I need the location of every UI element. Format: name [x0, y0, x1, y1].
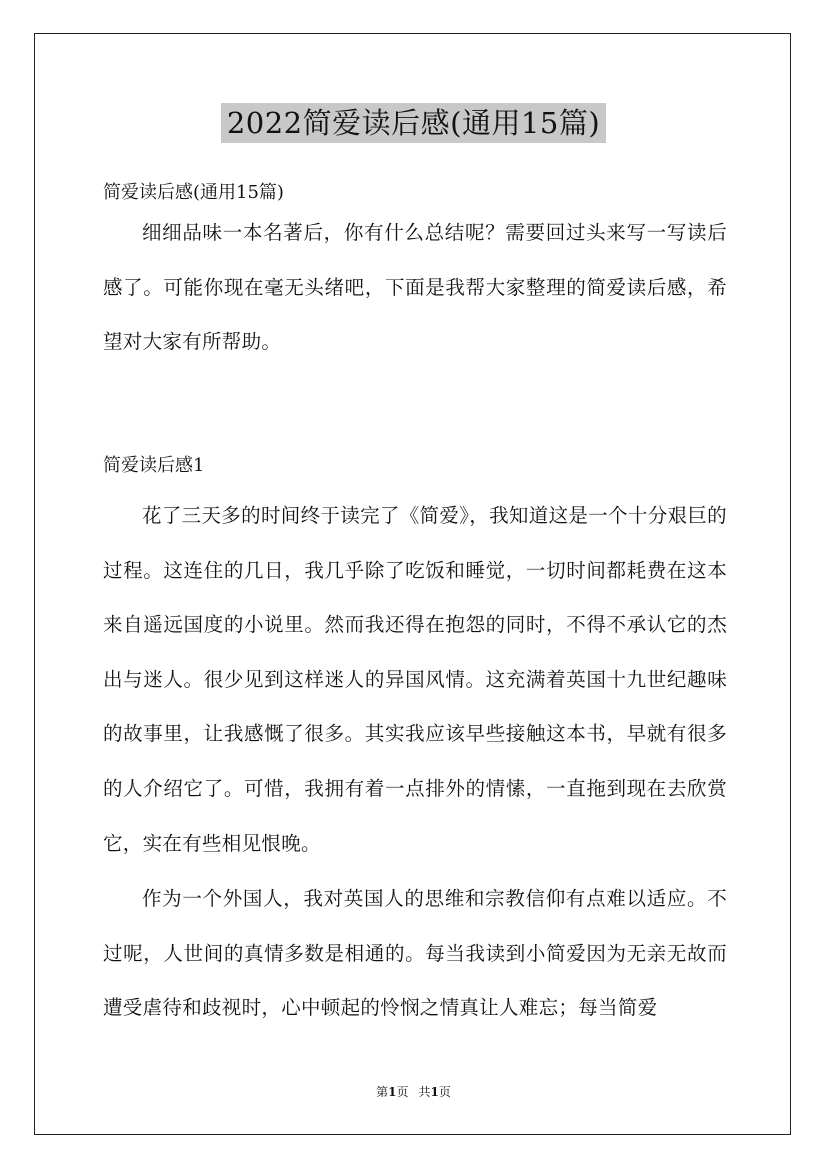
section1-paragraph-2: 作为一个外国人，我对英国人的思维和宗教信仰有点难以适应。不过呢，人世间的真情多数是相通的。每当我读到小简爱因为无亲无故而遭受虐待和歧视时，心中顿起的怜悯之情真让人难忘；每当简爱 — [103, 887, 727, 1020]
footer-page-suffix: 页 — [396, 1085, 409, 1099]
document-subtitle: 简爱读后感(通用15篇) — [103, 182, 284, 203]
document-title: 2022简爱读后感(通用15篇) — [221, 103, 606, 143]
intro-paragraph: 细细品味一本名著后，你有什么总结呢？需要回过头来写一写读后感了。可能你现在毫无头绪吧，下面是我帮大家整理的简爱读后感，希望对大家有所帮助。 — [103, 221, 727, 354]
footer-total-prefix: 共 — [418, 1085, 431, 1099]
footer-total-suffix: 页 — [438, 1085, 451, 1099]
footer-page-prefix: 第 — [376, 1085, 389, 1099]
footer-page-number: 1 — [388, 1085, 397, 1099]
section1-paragraph-1: 花了三天多的时间终于读完了《简爱》，我知道这是一个十分艰巨的过程。这连住的几日，我几乎除了吃饭和睡觉，一切时间都耗费在这本来自遥远国度的小说里。然而我还得在抱怨的同时，不得不承认它的杰出与迷人。很少见到这样迷人的异国风情。这充满着英国十九世纪趣味的故事里，让我感慨了很多。其实我应该早些接触这本书，早就有很多的人介绍它了。可惜，我拥有着一点排外的情愫，一直拖到现在去欣赏它，实在有些相见恨晚。 — [103, 504, 727, 855]
page-footer — [0, 1084, 827, 1100]
title-container — [0, 103, 827, 143]
footer-total-number: 1 — [430, 1085, 439, 1099]
section-heading-1: 简爱读后感1 — [103, 455, 205, 476]
